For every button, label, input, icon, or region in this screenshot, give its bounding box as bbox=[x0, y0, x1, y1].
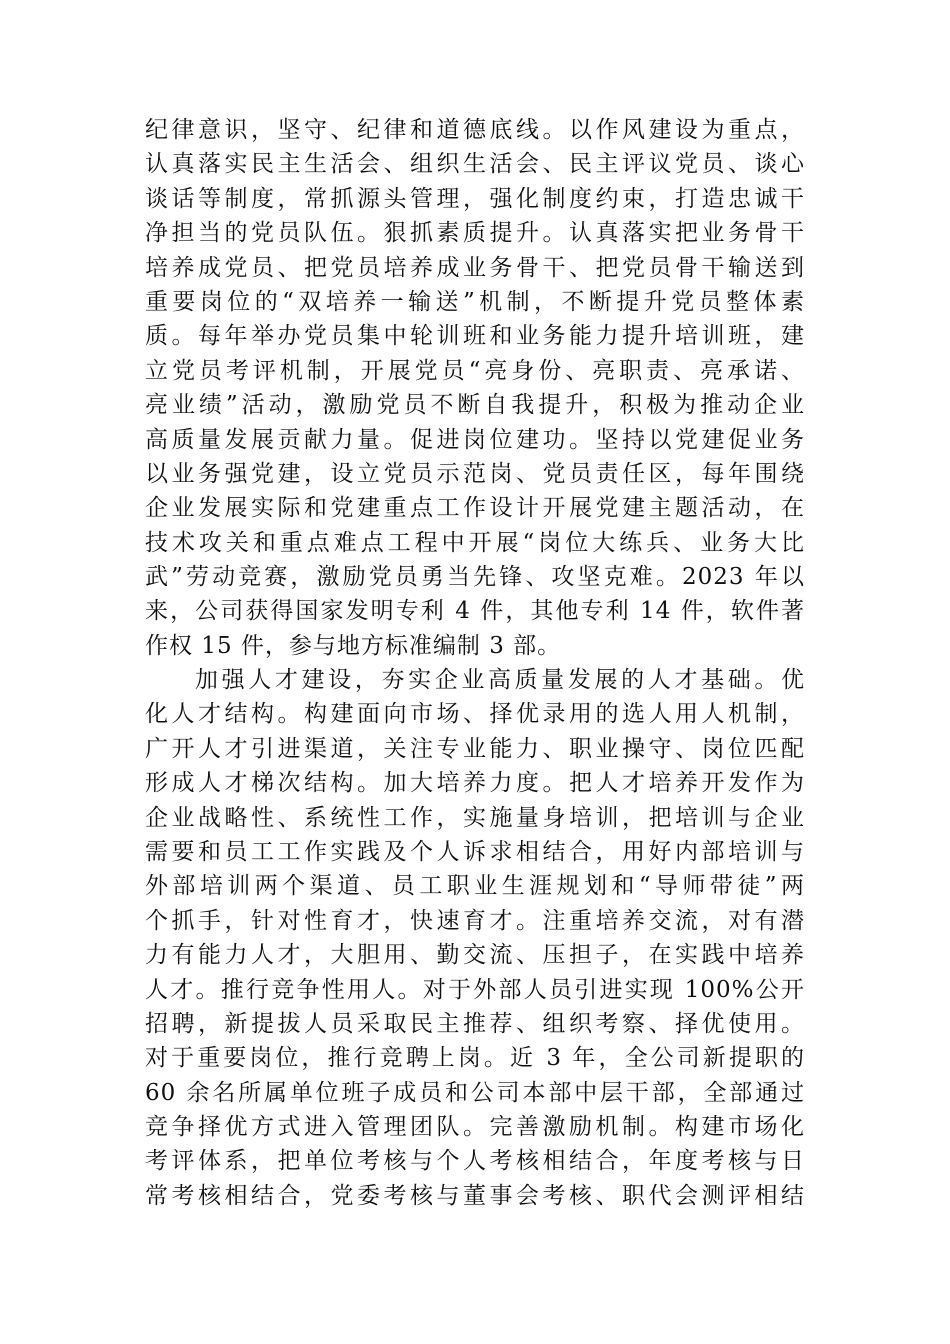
text-line: 需要和员工工作实践及个人诉求相结合，用好内部培训与 bbox=[145, 838, 805, 865]
text-line: 培养成党员、把党员培养成业务骨干、把党员骨干输送到 bbox=[145, 254, 805, 281]
text-line: 以业务强党建，设立党员示范岗、党员责任区，每年围绕 bbox=[145, 460, 805, 487]
text-line: 高质量发展贡献力量。促进岗位建功。坚持以党建促业务 bbox=[145, 426, 805, 453]
text-line: 竞争择优方式进入管理团队。完善激励机制。构建市场化 bbox=[145, 1114, 805, 1141]
text-line: 考评体系，把单位考核与个人考核相结合，年度考核与日 bbox=[145, 1148, 805, 1175]
text-line: 作权 15 件，参与地方标准编制 3 部。 bbox=[145, 632, 562, 659]
text-line: 人才。推行竞争性用人。对于外部人员引进实现 100%公开 bbox=[145, 976, 805, 1003]
text-line: 技术攻关和重点难点工程中开展“岗位大练兵、业务大比 bbox=[145, 529, 805, 556]
text-line: 招聘，新提拔人员采取民主推荐、组织考察、择优使用。 bbox=[145, 1010, 805, 1037]
text-line: 武”劳动竞赛，激励党员勇当先锋、攻坚克难。2023 年以 bbox=[145, 564, 805, 591]
text-line: 常考核相结合，党委考核与董事会考核、职代会测评相结 bbox=[145, 1182, 805, 1209]
text-line: 个抓手，针对性育才，快速育才。注重培养交流，对有潜 bbox=[145, 907, 805, 934]
text-line: 加强人才建设，夯实企业高质量发展的人才基础。优 bbox=[195, 667, 805, 693]
paragraph-talent-building bbox=[145, 663, 805, 1213]
text-line: 净担当的党员队伍。狠抓素质提升。认真落实把业务骨干 bbox=[145, 220, 805, 247]
text-line: 企业发展实际和党建重点工作设计开展党建主题活动，在 bbox=[145, 495, 805, 522]
text-line: 亮业绩”活动，激励党员不断自我提升，积极为推动企业 bbox=[145, 392, 805, 419]
text-line: 认真落实民主生活会、组织生活会、民主评议党员、谈心 bbox=[145, 151, 805, 178]
text-line: 谈话等制度，常抓源头管理，强化制度约束，打造忠诚干 bbox=[145, 185, 805, 212]
text-line: 质。每年举办党员集中轮训班和业务能力提升培训班，建 bbox=[145, 323, 805, 350]
text-line: 形成人才梯次结构。加大培养力度。把人才培养开发作为 bbox=[145, 770, 805, 797]
text-line: 60 余名所属单位班子成员和公司本部中层干部，全部通过 bbox=[145, 1079, 805, 1106]
text-line: 广开人才引进渠道，关注专业能力、职业操守、岗位匹配 bbox=[145, 735, 805, 762]
text-line: 立党员考评机制，开展党员“亮身份、亮职责、亮承诺、 bbox=[145, 357, 805, 384]
text-line: 来，公司获得国家发明专利 4 件，其他专利 14 件，软件著 bbox=[145, 598, 805, 625]
text-line: 重要岗位的“双培养一输送”机制，不断提升党员整体素 bbox=[145, 288, 805, 315]
text-line: 外部培训两个渠道、员工职业生涯规划和“导师带徒”两 bbox=[145, 873, 805, 900]
text-line: 纪律意识，坚守、纪律和道德底线。以作风建设为重点， bbox=[145, 117, 805, 143]
text-line: 对于重要岗位，推行竞聘上岗。近 3 年，全公司新提职的 bbox=[145, 1045, 805, 1072]
text-line: 力有能力人才，大胆用、勤交流、压担子，在实践中培养 bbox=[145, 942, 805, 969]
text-line: 企业战略性、系统性工作，实施量身培训，把培训与企业 bbox=[145, 804, 805, 831]
paragraph-party-building bbox=[145, 113, 805, 663]
text-line: 化人才结构。构建面向市场、择优录用的选人用人机制， bbox=[145, 701, 805, 728]
